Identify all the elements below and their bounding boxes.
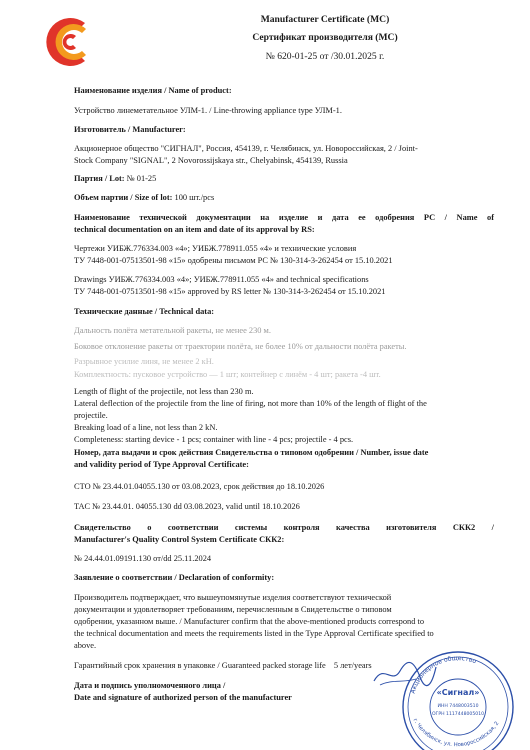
signature-label-2: Date and signature of authorized person of the manufacturer <box>74 693 292 702</box>
tech-doc-ru-1: Чертежи УИБЖ.776334.003 «4»; УИБЖ.778911.055 «4» и технические условия <box>74 244 357 253</box>
storage-value: 5 лет/years <box>333 661 372 670</box>
conformity-line-2: документации и удовлетворяет требованиям, перечисленным в Свидетельстве о типовом <box>74 605 392 614</box>
title-ru: Сертификат производителя (МС) <box>252 32 398 43</box>
signature-label-1: Дата и подпись уполномоченного лица / <box>74 681 226 690</box>
tech-doc-label-2: technical documentation on an item and date of its approval by RS: <box>74 225 315 234</box>
type-approval-cto: СТО № 23.44.01.04055.130 от 03.08.2023, срок действия до 18.10.2026 <box>74 482 325 491</box>
conformity-line-4: the technical documentation and meets the requirements listed in the Type Approval Certificate specified to <box>74 629 434 638</box>
type-approval-label-1: Номер, дата выдачи и срок действия Свидетельства о типовом одобрении / Number, issue date <box>74 448 429 457</box>
lot-size-value: 100 шт./pcs <box>174 193 215 202</box>
qms-label-2: Manufacturer's Quality Control System Certificate СКК2: <box>74 535 285 544</box>
tech-doc-en-1: Drawings УИБЖ.776334.003 «4»; УИБЖ.778911.055 «4» and technical specifications <box>74 275 369 284</box>
tech-data-en-4: Completeness: starting device - 1 pcs; container with line - 4 pcs; projectile - 4 pcs. <box>74 435 354 444</box>
manufacturer-line-2: Stock Company "SIGNAL", 2 Novorossijskaya str., Chelyabinsk, 454139, Russia <box>74 156 348 165</box>
lot-value: № 01-25 <box>126 174 157 183</box>
company-seal-stamp <box>395 645 517 750</box>
tech-doc-en-2: ТУ 7448-001-07513501-98 «15» approved by RS letter № 130-314-3-262454 от 15.10.2021 <box>74 287 386 296</box>
tech-data-ru-4: Комплектность: пусковое устройство — 1 шт; контейнер с линём - 4 шт; ракета -4 шт. <box>74 370 381 379</box>
tech-data-ru-3: Разрывное усилие линя, не менее 2 кН. <box>74 357 214 366</box>
conformity-line-5: above. <box>74 641 97 650</box>
conformity-line-3: одобрении, указанном выше. / Manufacturer confirm that the above-mentioned products correspond to <box>74 617 425 626</box>
tech-data-en-2a: Lateral deflection of the projectile from the line of firing, not more than 10% of the length of flight of the <box>74 399 427 408</box>
qms-label-1: Свидетельство о соответствии системы контроля качества изготовителя СКК2 / <box>74 523 494 532</box>
title-en: Manufacturer Certificate (MC) <box>260 14 390 25</box>
stamp-company-name: «Сигнал» <box>436 688 480 697</box>
manufacturer-label: Изготовитель / Manufacturer: <box>74 125 186 134</box>
type-approval-tac: TAC № 23.44.01. 04055.130 dd 03.08.2023, valid until 18.10.2026 <box>74 502 300 511</box>
tech-doc-ru-2: ТУ 7448-001-07513501-98 «15» одобрены письмом РС № 130-314-3-262454 от 15.10.2021 <box>74 256 393 265</box>
storage-text: Гарантийный срок хранения в упаковке / Guaranteed packed storage life <box>74 661 326 670</box>
svg-text:г. Челябинск, ул. Новороссийск <box>412 718 501 749</box>
stamp-top-text: Акционерное общество <box>409 654 478 695</box>
certificate-number: № 620-01-25 от /30.01.2025 г. <box>265 51 385 62</box>
tech-data-ru-1: Дальность полёта метательной ракеты, не менее 230 м. <box>74 326 271 335</box>
lot-label: Партия / Lot: <box>74 174 125 183</box>
product-value: Устройство линеметательное УЛМ-1. / Line-throwing appliance type УЛМ-1. <box>74 106 342 115</box>
tech-data-label: Технические данные / Technical data: <box>74 307 215 316</box>
conformity-label: Заявление о соответствии / Declaration of conformity: <box>74 573 275 582</box>
tech-doc-label-1: Наименование технической документации на изделие и дата ее одобрения РС / Name of <box>74 213 494 222</box>
lot-size-row <box>74 192 494 203</box>
tech-data-en-1: Length of flight of the projectile, not less than 230 m. <box>74 387 254 396</box>
stamp-inn: ИНН 7448003510 <box>437 704 479 709</box>
stamp-bottom-text: г. Челябинск, ул. Новороссийская, 2 <box>411 717 501 749</box>
lot-size-label: Объем партии / Size of lot: <box>74 193 173 202</box>
product-label: Наименование изделия / Name of product: <box>74 86 232 95</box>
qms-value: № 24.44.01.09191.130 от/dd 25.11.2024 <box>74 554 212 563</box>
tech-data-en-3: Breaking load of a line, not less than 2 kN. <box>74 423 218 432</box>
conformity-line-1: Производитель подтверждает, что вышеупомянутые изделия соответствуют технической <box>74 593 392 602</box>
company-logo-icon <box>40 12 100 72</box>
tech-data-en-2b: projectile. <box>74 411 108 420</box>
stamp-ogrn: ОГРН 1117448005010 <box>431 712 485 717</box>
manufacturer-line-1: Акционерное общество "СИГНАЛ", Россия, 454139, г. Челябинск, ул. Новороссийская, 2 / Joint- <box>74 144 418 153</box>
type-approval-label-2: and validity period of Type Approval Certificate: <box>74 460 249 469</box>
lot-row <box>74 173 494 184</box>
tech-data-ru-2: Боковое отклонение ракеты от траектории полёта, не более 10% от дальности полёта ракеты. <box>74 342 407 351</box>
